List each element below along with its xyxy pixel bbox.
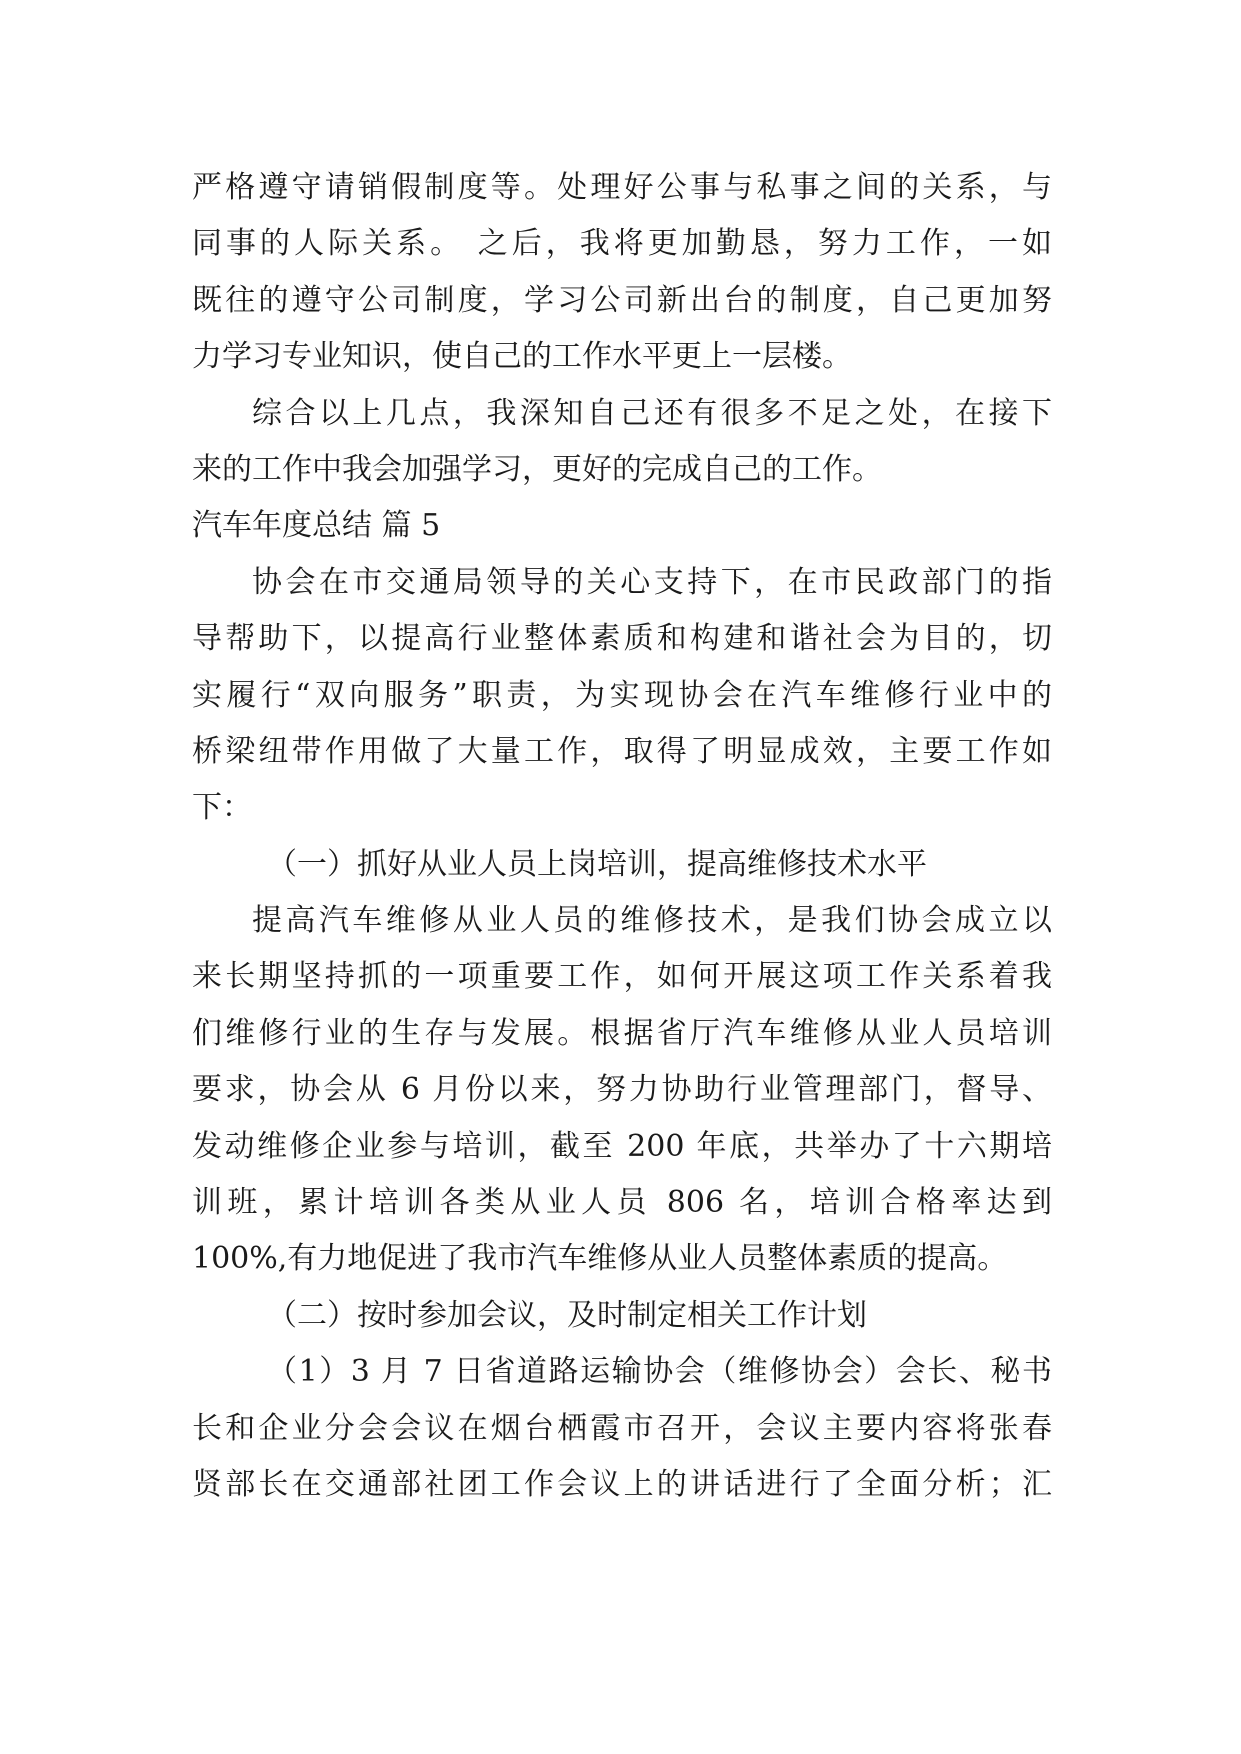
paragraph-line: 发动维修企业参与培训，截至 200 年底，共举办了十六期培 xyxy=(192,1128,1052,1164)
paragraph-line: 同事的人际关系。 之后，我将更加勤恳，努力工作，一如 xyxy=(192,226,1052,262)
paragraph-line: 实履行“双向服务”职责，为实现协会在汽车维修行业中的 xyxy=(192,677,1052,713)
paragraph-line: 桥梁纽带作用做了大量工作，取得了明显成效，主要工作如 xyxy=(192,733,1052,769)
section-heading: 汽车年度总结 篇 5 xyxy=(192,508,441,544)
paragraph-line: 综合以上几点，我深知自己还有很多不足之处，在接下 xyxy=(252,395,1052,431)
paragraph-line: 100%,有力地促进了我市汽车维修从业人员整体素质的提高。 xyxy=(192,1241,1008,1277)
paragraph-line: 来的工作中我会加强学习，更好的完成自己的工作。 xyxy=(192,451,882,487)
paragraph-line: 们维修行业的生存与发展。根据省厅汽车维修从业人员培训 xyxy=(192,1015,1052,1051)
paragraph-line: 长和企业分会会议在烟台栖霞市召开，会议主要内容将张春 xyxy=(192,1410,1052,1446)
paragraph-line: 导帮助下，以提高行业整体素质和构建和谐社会为目的，切 xyxy=(192,621,1052,657)
paragraph-line: 提高汽车维修从业人员的维修技术，是我们协会成立以 xyxy=(252,903,1052,939)
paragraph-line: 贤部长在交通部社团工作会议上的讲话进行了全面分析；汇 xyxy=(192,1466,1052,1502)
paragraph-line: 力学习专业知识，使自己的工作水平更上一层楼。 xyxy=(192,339,852,375)
paragraph-line: 下： xyxy=(192,790,252,826)
paragraph-line: 严格遵守请销假制度等。处理好公事与私事之间的关系，与 xyxy=(192,170,1052,205)
paragraph-line: 协会在市交通局领导的关心支持下，在市民政部门的指 xyxy=(252,564,1052,600)
document-body xyxy=(192,160,1052,1513)
subsection-heading: （二）按时参加会议，及时制定相关工作计划 xyxy=(267,1297,867,1333)
paragraph-line: 训班，累计培训各类从业人员 806 名，培训合格率达到 xyxy=(192,1185,1052,1221)
paragraph-line: （1）3 月 7 日省道路运输协会（维修协会）会长、秘书 xyxy=(267,1354,1052,1390)
paragraph-line: 要求，协会从 6 月份以来，努力协助行业管理部门，督导、 xyxy=(192,1072,1052,1108)
subsection-heading: （一）抓好从业人员上岗培训，提高维修技术水平 xyxy=(267,846,927,882)
paragraph-line: 来长期坚持抓的一项重要工作，如何开展这项工作关系着我 xyxy=(192,959,1052,995)
paragraph-line: 既往的遵守公司制度，学习公司新出台的制度，自己更加努 xyxy=(192,282,1052,318)
